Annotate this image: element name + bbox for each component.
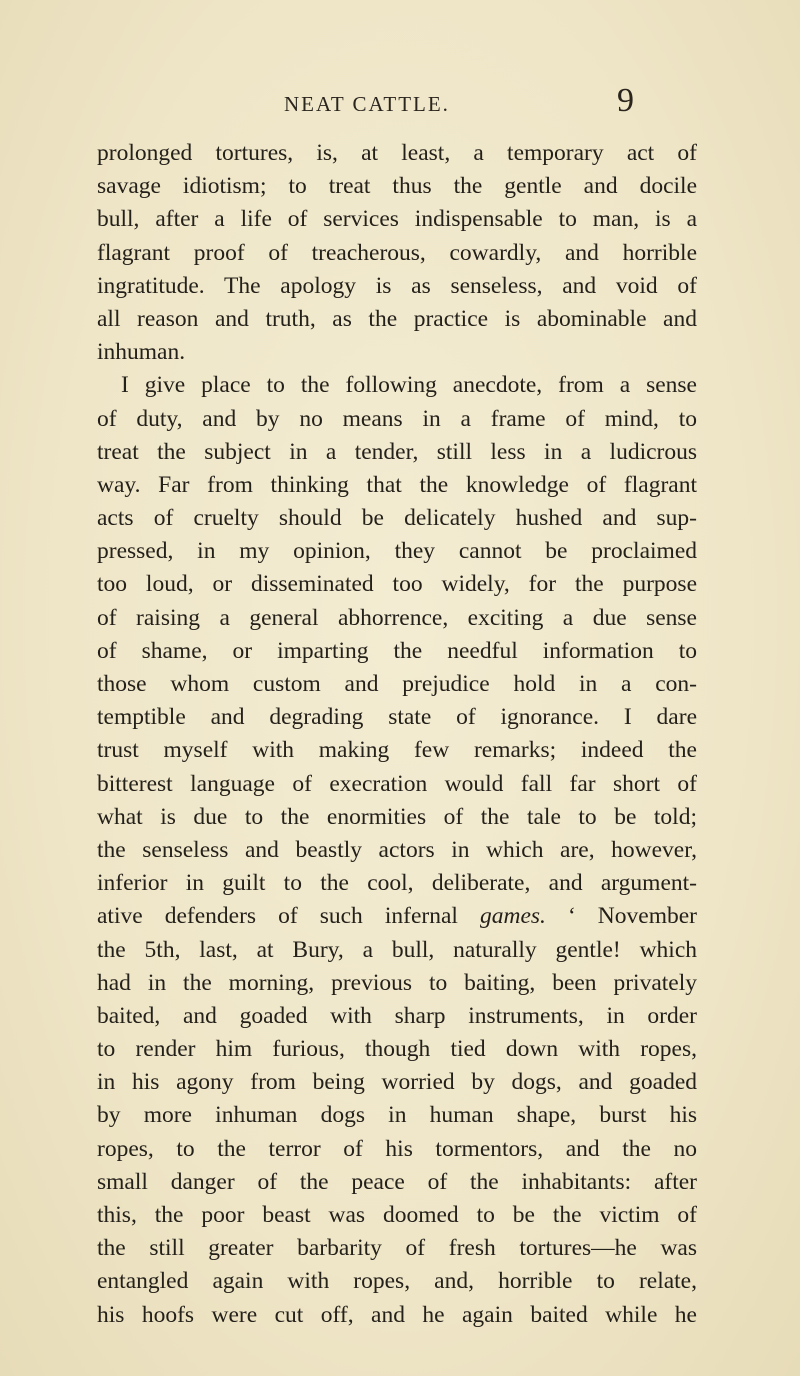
text-line: entangled again with ropes, and, horrible to relate,	[97, 1268, 697, 1295]
text-line: small danger of the peace of the inhabitants: after	[97, 1168, 697, 1195]
text-line-mixed	[97, 900, 697, 933]
text-line: pressed, in my opinion, they cannot be proclaimed	[97, 538, 697, 565]
text-segment: ‘ November	[567, 903, 697, 930]
text-line: I give place to the following anecdote, from a sense	[121, 372, 697, 399]
text-line: inferior in guilt to the cool, deliberate, and argument-	[97, 870, 697, 897]
text-line: prolonged tortures, is, at least, a temporary act of	[97, 140, 697, 166]
text-line: ropes, to the terror of his tormentors, and the no	[97, 1135, 697, 1162]
text-line: his hoofs were cut off, and he again baited while he	[97, 1301, 697, 1328]
text-line: this, the poor beast was doomed to be the victim of	[97, 1202, 697, 1228]
text-line: way. Far from thinking that the knowledge of flagrant	[97, 471, 697, 498]
text-line: bitterest language of execration would fall far short of	[97, 770, 697, 797]
text-line: all reason and truth, as the practice is abominable and	[97, 305, 697, 332]
text-line: the still greater barbarity of fresh tortures—he was	[97, 1235, 697, 1262]
text-line: acts of cruelty should be delicately hushed and sup-	[97, 505, 697, 532]
text-line: treat the subject in a tender, still less in a ludicrous	[97, 438, 697, 465]
text-segment: ative defenders of such infernal	[97, 903, 458, 930]
running-head	[0, 82, 800, 126]
text-line: trust myself with making few remarks; indeed the	[97, 737, 697, 764]
text-line: of duty, and by no means in a frame of mind, to	[97, 405, 697, 432]
text-line: bull, after a life of services indispensable to man, is a	[97, 206, 697, 233]
text-line: ingratitude. The apology is as senseless, and void of	[97, 272, 697, 299]
text-line: in his agony from being worried by dogs, and goaded	[97, 1069, 697, 1096]
body-text	[97, 137, 697, 1332]
italic-word: games.	[479, 903, 546, 930]
text-line: of raising a general abhorrence, exciting a due sense	[97, 604, 697, 631]
text-line: of shame, or imparting the needful information to	[97, 637, 697, 664]
text-line: the senseless and beastly actors in which are, however,	[97, 836, 697, 863]
text-line: the 5th, last, at Bury, a bull, naturally gentle! which	[97, 936, 697, 963]
text-line: inhuman.	[97, 339, 186, 366]
text-line: to render him furious, though tied down with ropes,	[97, 1036, 697, 1063]
running-title: NEAT CATTLE.	[284, 92, 450, 116]
text-line: temptible and degrading state of ignorance. I dare	[97, 704, 697, 731]
text-line: savage idiotism; to treat thus the gentle and docile	[97, 173, 697, 200]
page-number: 9	[617, 82, 634, 119]
text-line: too loud, or disseminated too widely, for the purpose	[97, 571, 697, 598]
text-line: flagrant proof of treacherous, cowardly, and horrible	[97, 239, 697, 266]
text-line: had in the morning, previous to baiting, been privately	[97, 969, 697, 996]
text-line: baited, and goaded with sharp instruments, in order	[97, 1002, 697, 1029]
text-line: by more inhuman dogs in human shape, burst his	[97, 1102, 697, 1129]
text-line: those whom custom and prejudice hold in a con-	[97, 671, 697, 697]
text-line: what is due to the enormities of the tale to be told;	[97, 803, 697, 830]
